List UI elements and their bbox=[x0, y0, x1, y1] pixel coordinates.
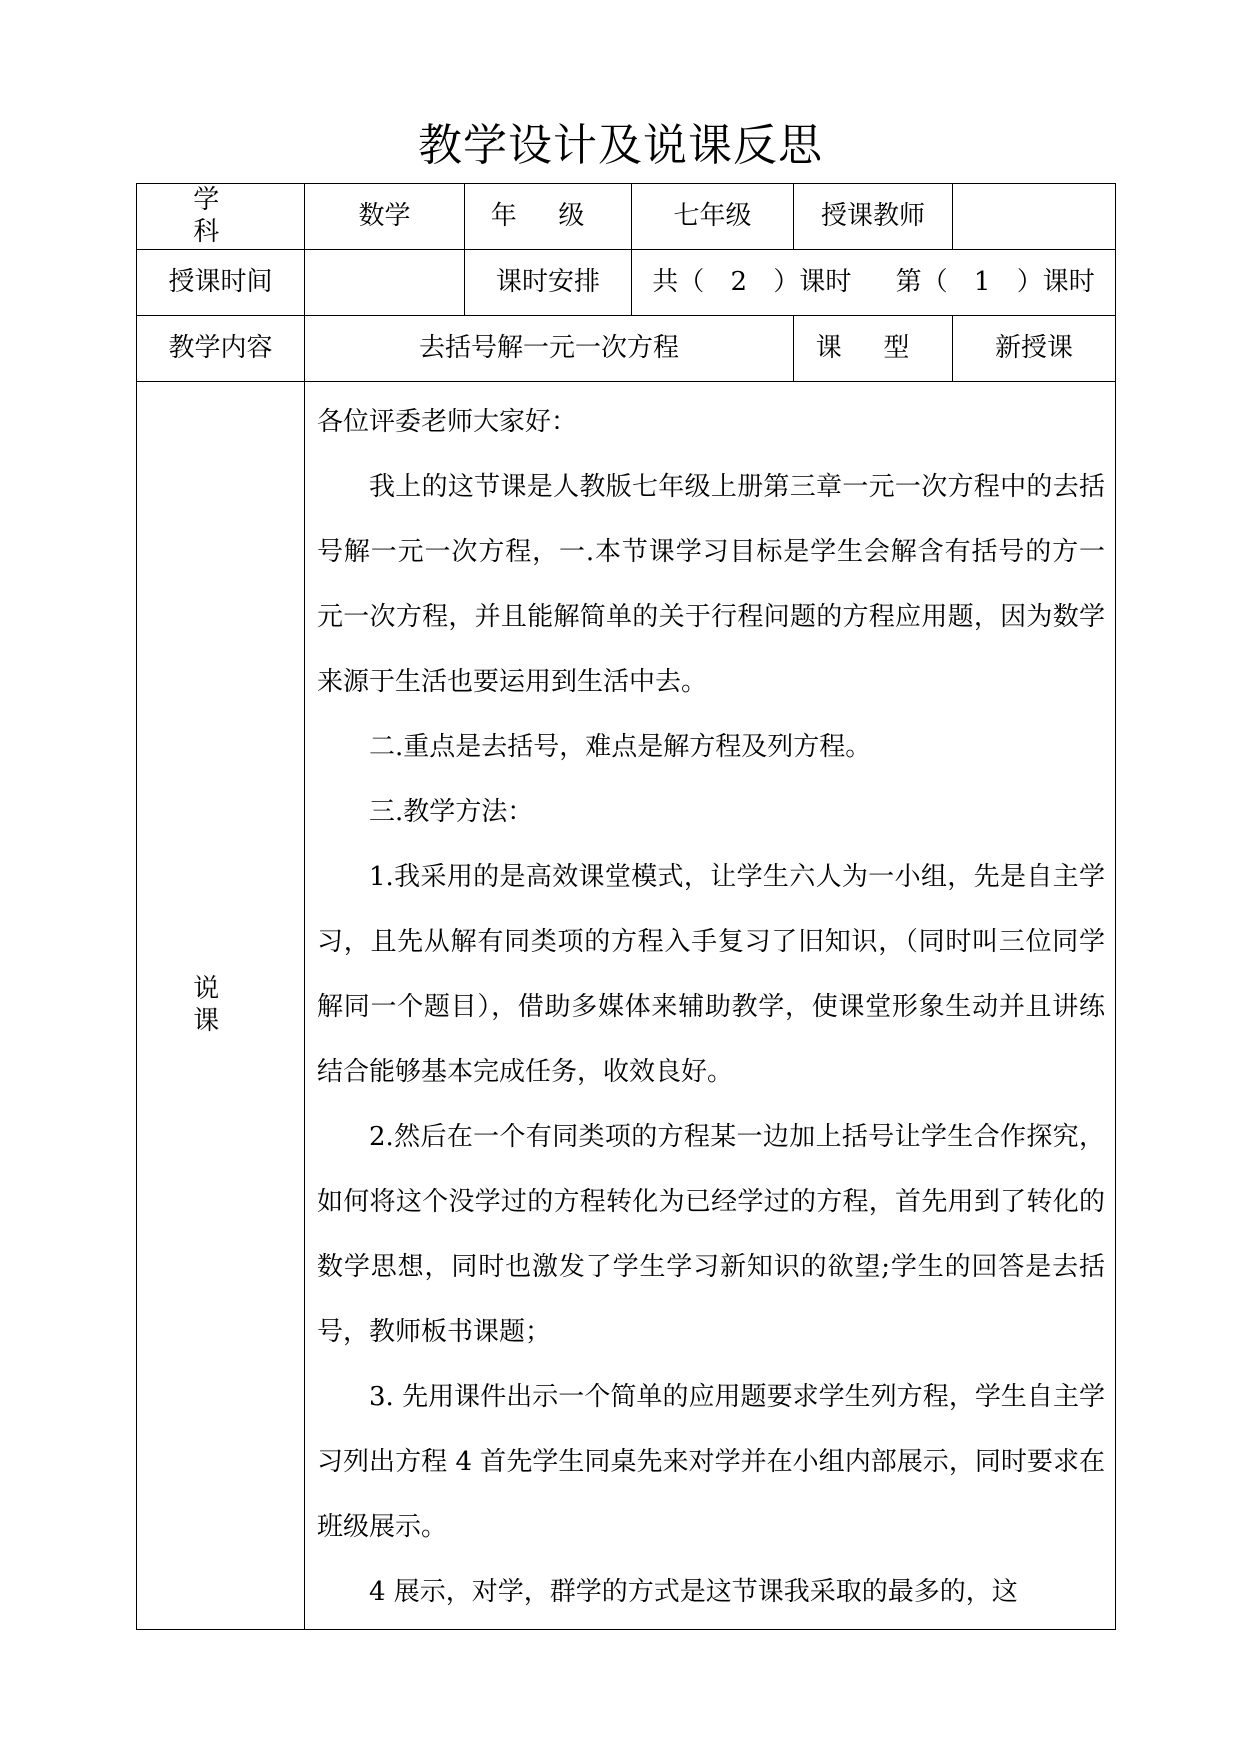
paragraph: 2.然后在一个有同类项的方程某一边加上括号让学生合作探究，如何将这个没学过的方程转化为已经学过的方程，首先用到了转化的数学思想，同时也激发了学生学习新知识的欲望;学生的回答是去括号，教师板书课题； bbox=[317, 1122, 1105, 1347]
paragraph: 二.重点是去括号，难点是解方程及列方程。 bbox=[369, 732, 872, 762]
grade-label: 年级 bbox=[465, 184, 632, 250]
schedule-label: 课时安排 bbox=[465, 250, 632, 316]
schedule-part1: 共（ bbox=[652, 266, 705, 297]
section-label: 说课 bbox=[137, 382, 305, 1630]
subject-value: 数学 bbox=[305, 184, 465, 250]
teacher-label: 授课教师 bbox=[794, 184, 953, 250]
content-label: 教学内容 bbox=[137, 316, 305, 382]
time-label: 授课时间 bbox=[137, 250, 305, 316]
paragraph: 3. 先用课件出示一个简单的应用题要求学生列方程，学生自主学习列出方程 4 首先学生同桌先来对学并在小组内部展示，同时要求在班级展示。 bbox=[317, 1382, 1105, 1542]
type-label: 课型 bbox=[794, 316, 953, 382]
page-title: 教学设计及说课反思 bbox=[418, 120, 823, 171]
paragraph: 1.我采用的是高效课堂模式，让学生六人为一小组，先是自主学习，且先从解有同类项的方程入手复习了旧知识，（同时叫三位同学解同一个题目），借助多媒体来辅助教学，使课堂形象生动并且讲练结合能够基本完成任务，收效良好。 bbox=[317, 862, 1105, 1087]
lecture-body bbox=[305, 382, 1116, 1630]
subject-label: 学科 bbox=[137, 184, 305, 250]
table-row-lecture bbox=[137, 382, 1116, 1630]
paragraph: 我上的这节课是人教版七年级上册第三章一元一次方程中的去括号解一元一次方程，一.本节课学习目标是学生会解含有括号的方一元一次方程，并且能解简单的关于行程问题的方程应用题，因为数学来源于生活也要运用到生活中去。 bbox=[317, 472, 1105, 697]
schedule-current: 1 bbox=[973, 266, 991, 297]
type-value: 新授课 bbox=[953, 316, 1116, 382]
table-row-time bbox=[137, 250, 1116, 316]
time-value bbox=[305, 250, 465, 316]
table-row-content bbox=[137, 316, 1116, 382]
schedule-total: 2 bbox=[730, 266, 748, 297]
teacher-value bbox=[953, 184, 1116, 250]
schedule-part4: ）课时 bbox=[1016, 266, 1095, 297]
content-value: 去括号解一元一次方程 bbox=[305, 316, 794, 382]
paragraph: 4 展示，对学，群学的方式是这节课我采取的最多的，这 bbox=[369, 1577, 1018, 1607]
paragraph: 各位评委老师大家好： bbox=[317, 407, 578, 437]
table-row-subject bbox=[137, 184, 1116, 250]
grade-value: 七年级 bbox=[632, 184, 794, 250]
schedule-part2: ）课时 bbox=[773, 266, 852, 297]
lesson-table bbox=[136, 183, 1116, 1630]
schedule-value bbox=[632, 250, 1116, 316]
schedule-part3: 第（ bbox=[895, 266, 948, 297]
paragraph: 三.教学方法： bbox=[369, 797, 534, 827]
